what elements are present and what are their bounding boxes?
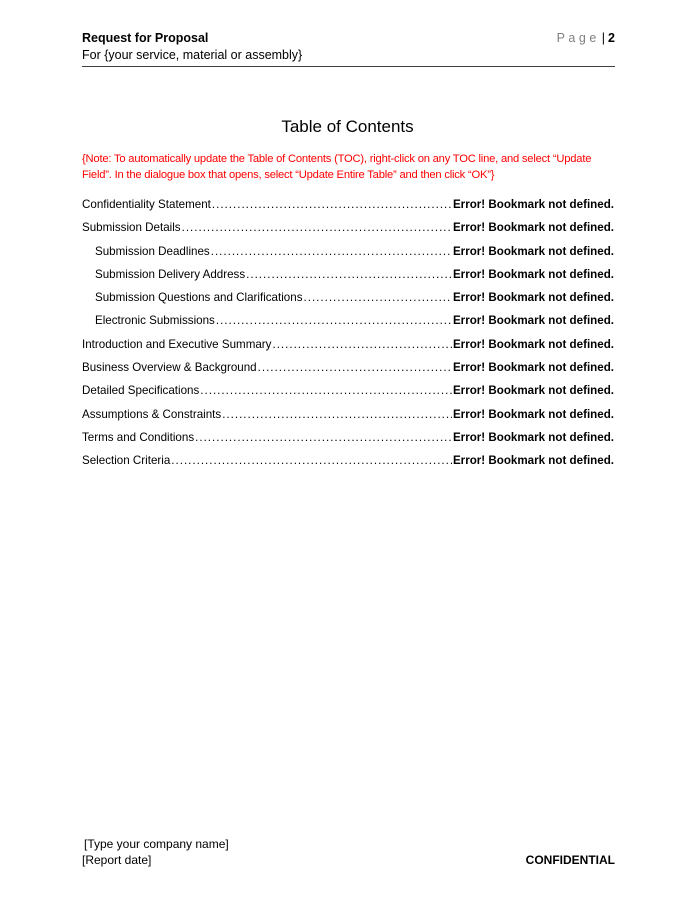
document-subtitle: For {your service, material or assembly} bbox=[82, 48, 303, 62]
document-title: Request for Proposal bbox=[82, 31, 209, 45]
toc-entry-label: Business Overview & Background bbox=[82, 361, 257, 375]
toc-leader-dots bbox=[211, 245, 452, 258]
toc-entry-label: Submission Deadlines bbox=[95, 244, 210, 258]
toc-entry-page: Error! Bookmark not defined. bbox=[452, 198, 614, 211]
toc-update-note: {Note: To automatically update the Table of Contents (TOC), right-click on any TOC line, and select “Update Field”. In the dialogue box that opens, select “Update Entire Table” and then click “OK”} bbox=[82, 153, 592, 181]
toc-entry-label: Terms and Conditions bbox=[82, 430, 195, 444]
toc-entry-label: Submission Questions and Clarifications bbox=[95, 291, 303, 305]
table-of-contents bbox=[82, 198, 614, 478]
page-header bbox=[82, 31, 615, 67]
page-label: Page bbox=[556, 31, 600, 45]
toc-leader-dots bbox=[246, 268, 452, 281]
toc-entry-label: Submission Details bbox=[82, 221, 181, 235]
footer-confidential-label: CONFIDENTIAL bbox=[525, 853, 615, 867]
toc-entry-label: Detailed Specifications bbox=[82, 384, 200, 398]
toc-entry[interactable] bbox=[82, 431, 614, 454]
toc-entry[interactable] bbox=[82, 314, 614, 337]
toc-entry-label: Selection Criteria bbox=[82, 454, 171, 468]
toc-heading: Table of Contents bbox=[281, 117, 414, 136]
toc-entry[interactable] bbox=[82, 384, 614, 407]
page-digit: 2 bbox=[608, 31, 615, 45]
toc-entry[interactable] bbox=[82, 408, 614, 431]
page-number bbox=[557, 31, 615, 45]
toc-entry[interactable] bbox=[82, 454, 614, 477]
footer-company-name: [Type your company name] bbox=[84, 837, 229, 851]
toc-entry-label: Introduction and Executive Summary bbox=[82, 337, 272, 351]
toc-entry-page: Error! Bookmark not defined. bbox=[452, 430, 614, 444]
toc-entry-page: Error! Bookmark not defined. bbox=[452, 314, 614, 328]
toc-entry-page: Error! Bookmark not defined. bbox=[452, 337, 614, 351]
toc-leader-dots bbox=[200, 384, 452, 397]
toc-entry-page: Error! Bookmark not defined. bbox=[452, 407, 614, 421]
toc-entry[interactable] bbox=[82, 221, 614, 244]
toc-entry-page: Error! Bookmark not defined. bbox=[452, 244, 614, 258]
toc-entry-page: Error! Bookmark not defined. bbox=[452, 267, 614, 281]
toc-entry[interactable] bbox=[82, 245, 614, 268]
toc-entry-label: Assumptions & Constraints bbox=[82, 407, 222, 421]
toc-leader-dots bbox=[304, 291, 452, 304]
toc-entry[interactable] bbox=[82, 268, 614, 291]
toc-entry-page: Error! Bookmark not defined. bbox=[452, 291, 614, 305]
toc-entry-label: Submission Delivery Address bbox=[95, 267, 246, 281]
toc-entry-page: Error! Bookmark not defined. bbox=[452, 361, 614, 375]
toc-leader-dots bbox=[171, 454, 452, 467]
toc-entry[interactable] bbox=[82, 198, 614, 221]
toc-leader-dots bbox=[222, 408, 452, 421]
toc-entry[interactable] bbox=[82, 338, 614, 361]
toc-leader-dots bbox=[272, 338, 451, 351]
toc-leader-dots bbox=[182, 221, 452, 234]
toc-entry-label: Electronic Submissions bbox=[95, 314, 215, 328]
page-separator: | bbox=[601, 31, 606, 45]
toc-entry[interactable] bbox=[82, 361, 614, 384]
toc-leader-dots bbox=[212, 198, 452, 211]
toc-entry-page: Error! Bookmark not defined. bbox=[452, 454, 614, 468]
toc-leader-dots bbox=[216, 314, 452, 327]
toc-entry-page: Error! Bookmark not defined. bbox=[452, 221, 614, 235]
toc-leader-dots bbox=[195, 431, 452, 444]
toc-entry-label: Confidentiality Statement bbox=[82, 198, 211, 211]
toc-entry-page: Error! Bookmark not defined. bbox=[452, 384, 614, 398]
toc-entry[interactable] bbox=[82, 291, 614, 314]
footer-report-date: [Report date] bbox=[82, 853, 152, 867]
toc-leader-dots bbox=[258, 361, 452, 374]
